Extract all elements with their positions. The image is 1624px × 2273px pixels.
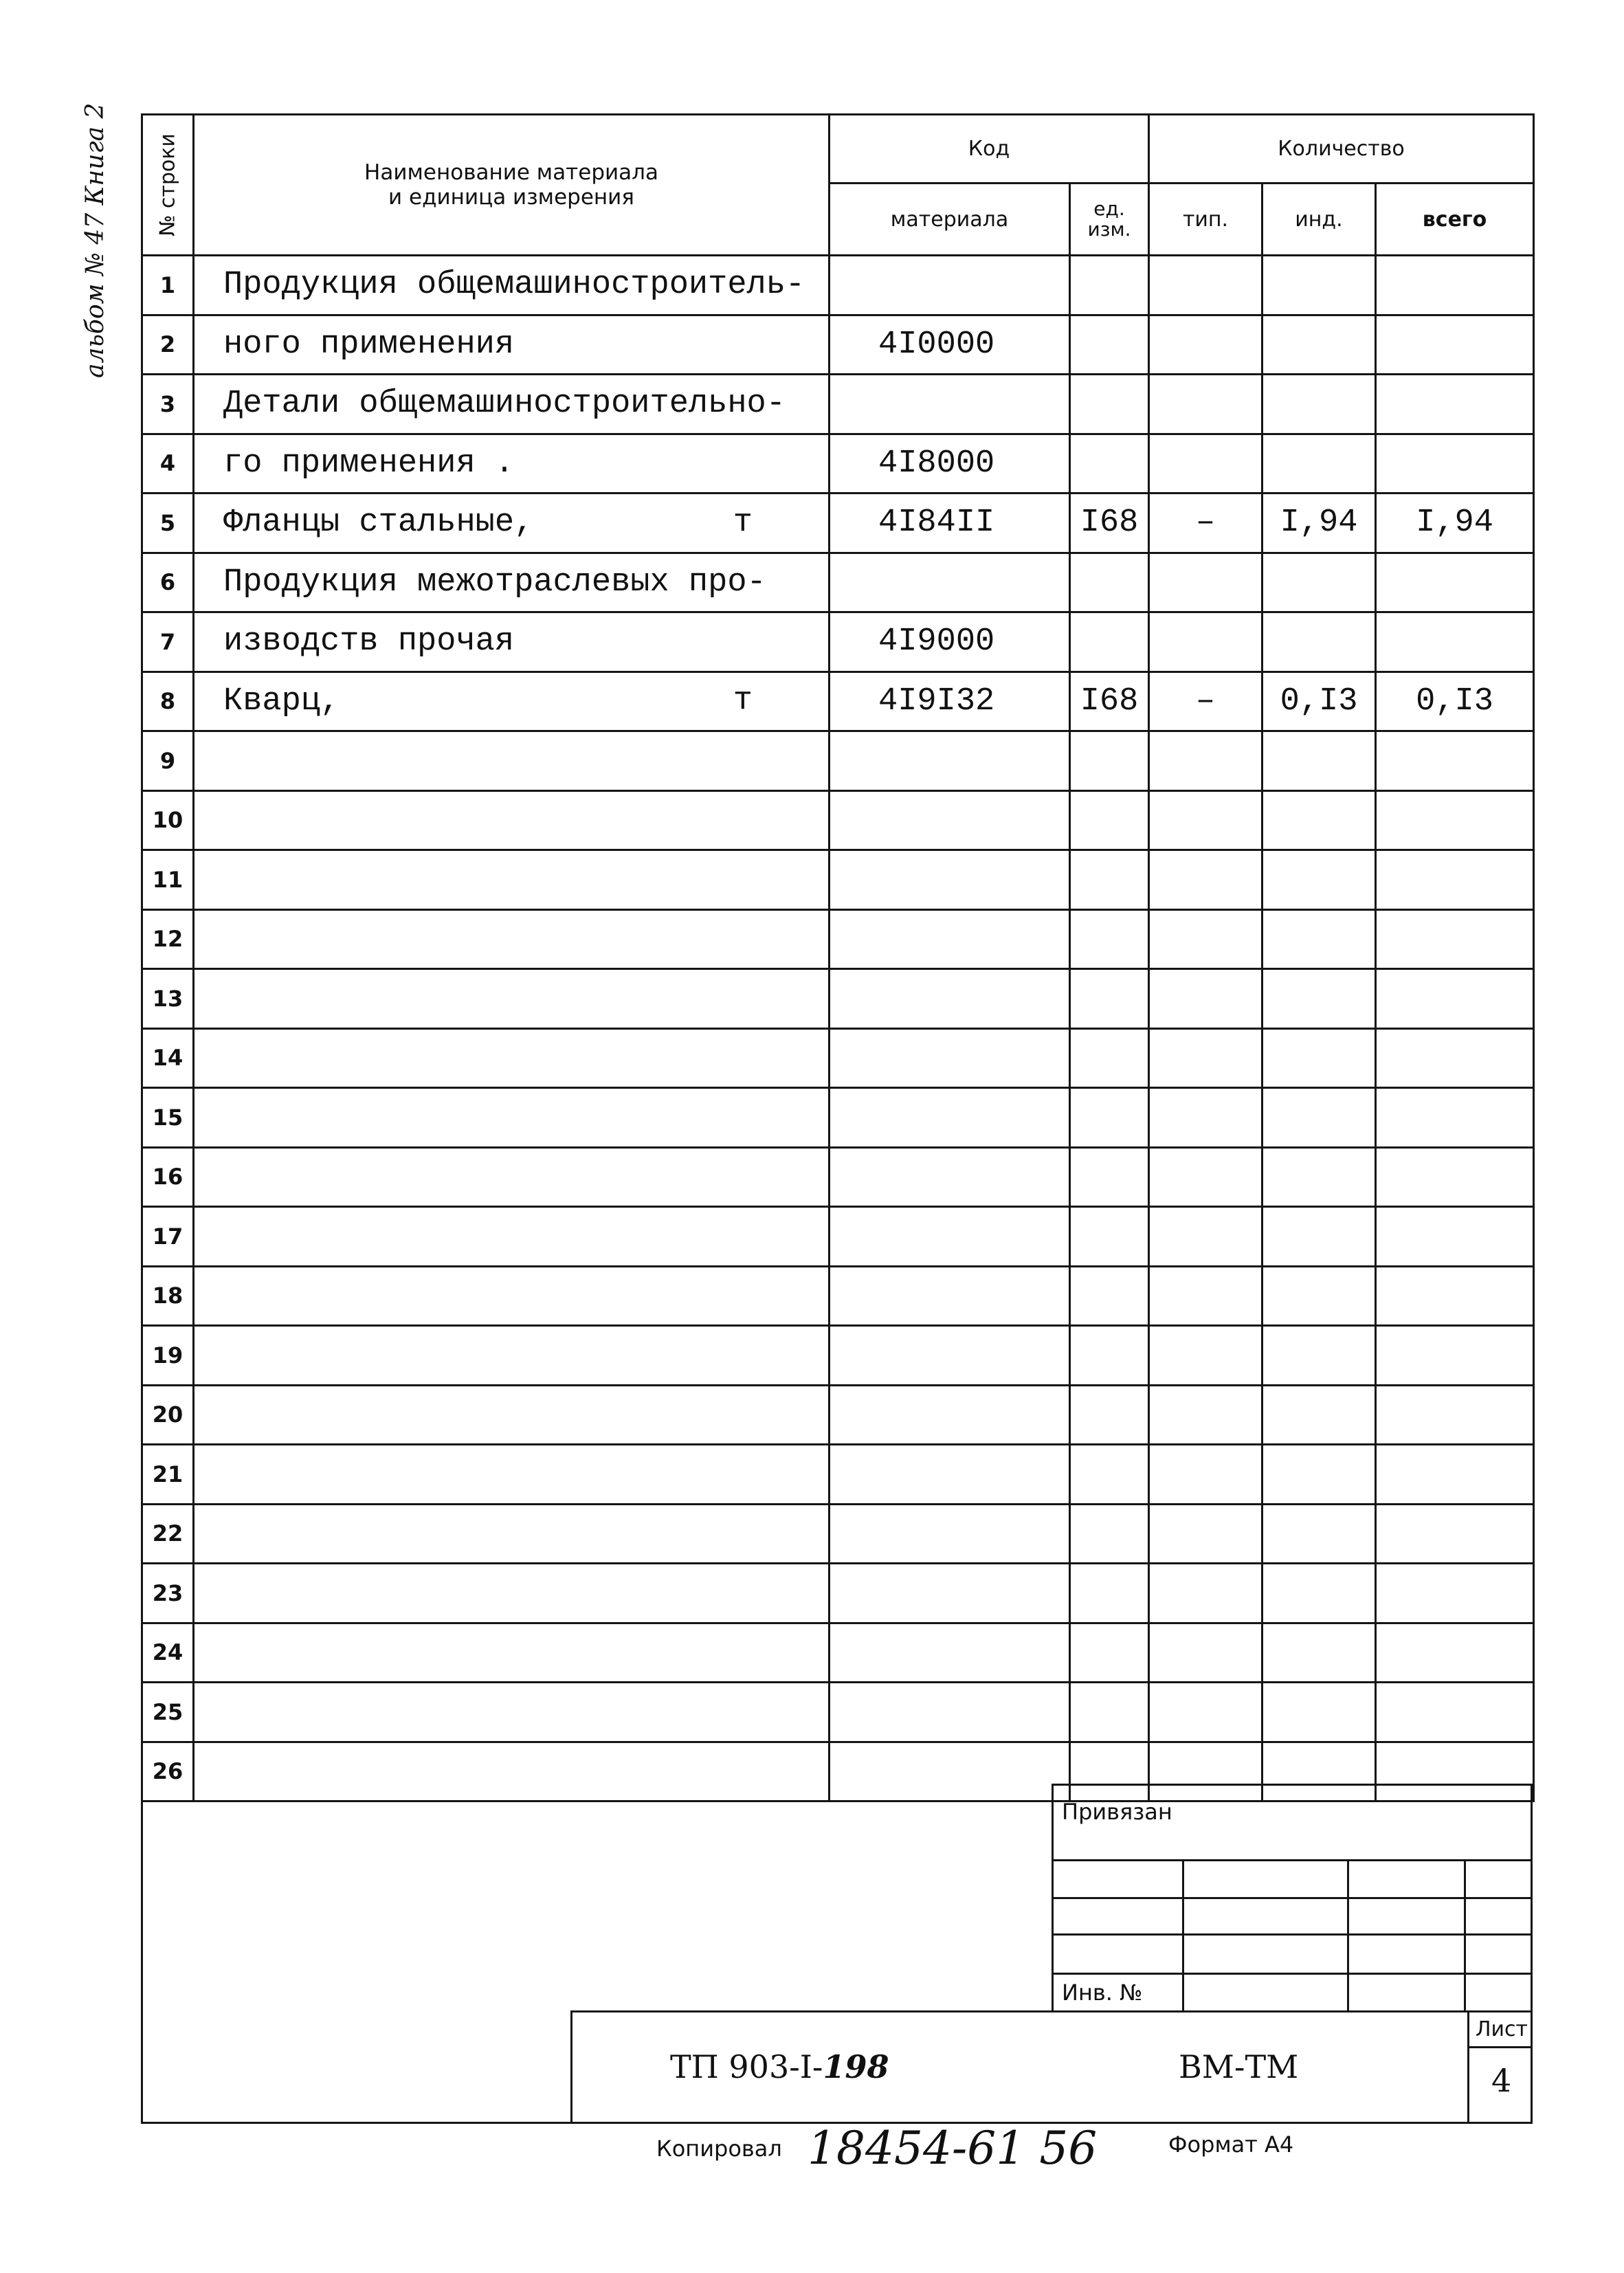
material-name bbox=[194, 1564, 830, 1623]
material-name bbox=[194, 1088, 830, 1148]
unit-code bbox=[1070, 969, 1149, 1029]
table-row bbox=[142, 1445, 1534, 1505]
material-name bbox=[194, 1147, 830, 1207]
qty-type bbox=[1149, 375, 1263, 434]
sheet-label: Лист bbox=[1476, 2017, 1528, 2041]
qty-total bbox=[1376, 790, 1534, 850]
unit-code bbox=[1070, 1683, 1149, 1742]
material-code bbox=[830, 1445, 1070, 1505]
copied-handwritten: 18454-61 56 bbox=[808, 2122, 1098, 2175]
material-name bbox=[194, 553, 830, 612]
table-row bbox=[142, 1207, 1534, 1267]
header-code-group: Код bbox=[830, 115, 1149, 184]
material-name bbox=[194, 909, 830, 969]
row-number: 5 bbox=[142, 494, 194, 553]
qty-ind bbox=[1263, 1683, 1376, 1742]
unit-code bbox=[1070, 256, 1149, 315]
row-number: 12 bbox=[142, 909, 194, 969]
qty-total bbox=[1376, 553, 1534, 612]
material-name bbox=[194, 612, 830, 672]
qty-total: I,94 bbox=[1376, 494, 1534, 553]
table-row bbox=[142, 790, 1534, 850]
header-qty-group: Количество bbox=[1149, 115, 1534, 184]
row-number: 11 bbox=[142, 850, 194, 910]
bound-label: Привязан bbox=[1062, 1799, 1172, 1825]
material-code bbox=[830, 1385, 1070, 1445]
qty-type bbox=[1149, 553, 1263, 612]
unit-code bbox=[1070, 731, 1149, 791]
inventory-number-label: Инв. № bbox=[1062, 1980, 1143, 2006]
material-code bbox=[830, 1028, 1070, 1088]
qty-ind bbox=[1263, 1445, 1376, 1505]
row-number: 8 bbox=[142, 672, 194, 731]
row-number: 3 bbox=[142, 375, 194, 434]
qty-type bbox=[1149, 315, 1263, 375]
qty-ind bbox=[1263, 1088, 1376, 1148]
qty-total bbox=[1376, 1564, 1534, 1623]
qty-type bbox=[1149, 1207, 1263, 1267]
material-code bbox=[830, 553, 1070, 612]
material-name bbox=[194, 434, 830, 494]
material-name bbox=[194, 1445, 830, 1505]
qty-total bbox=[1376, 1326, 1534, 1386]
qty-ind bbox=[1263, 1564, 1376, 1623]
title-block bbox=[141, 1784, 1533, 2124]
table-row bbox=[142, 553, 1534, 612]
row-number: 13 bbox=[142, 969, 194, 1029]
qty-type bbox=[1149, 1445, 1263, 1505]
material-name bbox=[194, 672, 830, 731]
material-code bbox=[830, 1266, 1070, 1326]
qty-type bbox=[1149, 1623, 1263, 1683]
qty-ind bbox=[1263, 909, 1376, 969]
designation-handwritten: 198 bbox=[823, 2048, 889, 2085]
table-row bbox=[142, 1326, 1534, 1386]
qty-ind bbox=[1263, 1266, 1376, 1326]
material-code bbox=[830, 1564, 1070, 1623]
unit-code: I68 bbox=[1070, 672, 1149, 731]
qty-type: – bbox=[1149, 494, 1263, 553]
material-code bbox=[830, 850, 1070, 910]
row-number: 20 bbox=[142, 1385, 194, 1445]
table-row bbox=[142, 1385, 1534, 1445]
qty-type bbox=[1149, 1564, 1263, 1623]
material-name-text: го применения . bbox=[223, 445, 515, 482]
material-name bbox=[194, 1385, 830, 1445]
table-row bbox=[142, 315, 1534, 375]
material-name bbox=[194, 315, 830, 375]
qty-total bbox=[1376, 315, 1534, 375]
table-row bbox=[142, 969, 1534, 1029]
qty-ind bbox=[1263, 850, 1376, 910]
unit-code bbox=[1070, 553, 1149, 612]
qty-ind bbox=[1263, 375, 1376, 434]
sheet-number: 4 bbox=[1491, 2062, 1512, 2099]
table-row bbox=[142, 375, 1534, 434]
table-row bbox=[142, 1266, 1534, 1326]
qty-type bbox=[1149, 969, 1263, 1029]
unit-code bbox=[1070, 1623, 1149, 1683]
row-number: 24 bbox=[142, 1623, 194, 1683]
qty-total bbox=[1376, 850, 1534, 910]
designation bbox=[670, 2048, 889, 2085]
row-number: 4 bbox=[142, 434, 194, 494]
qty-total bbox=[1376, 909, 1534, 969]
qty-type bbox=[1149, 256, 1263, 315]
table-row bbox=[142, 672, 1534, 731]
qty-type bbox=[1149, 1028, 1263, 1088]
material-name bbox=[194, 1207, 830, 1267]
table-row bbox=[142, 256, 1534, 315]
unit-code bbox=[1070, 909, 1149, 969]
qty-total bbox=[1376, 1445, 1534, 1505]
designation-prefix: ТП 903-I- bbox=[670, 2048, 823, 2085]
material-name bbox=[194, 494, 830, 553]
qty-ind bbox=[1263, 1623, 1376, 1683]
qty-type bbox=[1149, 790, 1263, 850]
qty-type bbox=[1149, 1385, 1263, 1445]
material-code bbox=[830, 1088, 1070, 1148]
qty-ind bbox=[1263, 1207, 1376, 1267]
qty-total bbox=[1376, 1504, 1534, 1564]
materials-table bbox=[141, 113, 1535, 1802]
qty-type bbox=[1149, 909, 1263, 969]
material-name-text: Продукция межотраслевых про- bbox=[223, 564, 766, 601]
material-name bbox=[194, 375, 830, 434]
header-name: Наименование материала и единица измерения bbox=[194, 115, 830, 256]
table-row bbox=[142, 731, 1534, 791]
material-code: 4I84II bbox=[830, 494, 1070, 553]
row-number: 25 bbox=[142, 1683, 194, 1742]
table-row bbox=[142, 1504, 1534, 1564]
unit-code bbox=[1070, 1147, 1149, 1207]
qty-total bbox=[1376, 1385, 1534, 1445]
mark: ВМ-ТМ bbox=[1179, 2048, 1299, 2085]
unit-code bbox=[1070, 1088, 1149, 1148]
material-name-text: Детали общемашиностроительно- bbox=[223, 386, 786, 423]
qty-total bbox=[1376, 1147, 1534, 1207]
qty-ind bbox=[1263, 1504, 1376, 1564]
qty-type bbox=[1149, 731, 1263, 791]
row-number: 18 bbox=[142, 1266, 194, 1326]
qty-ind bbox=[1263, 1028, 1376, 1088]
unit-code: I68 bbox=[1070, 494, 1149, 553]
unit-code bbox=[1070, 1266, 1149, 1326]
material-code bbox=[830, 1326, 1070, 1386]
unit-code bbox=[1070, 434, 1149, 494]
material-code bbox=[830, 375, 1070, 434]
unit-code bbox=[1070, 790, 1149, 850]
material-code bbox=[830, 1623, 1070, 1683]
table-row bbox=[142, 1088, 1534, 1148]
material-code: 4I8000 bbox=[830, 434, 1070, 494]
unit-code bbox=[1070, 1207, 1149, 1267]
material-code: 4I0000 bbox=[830, 315, 1070, 375]
qty-total bbox=[1376, 969, 1534, 1029]
qty-ind: I,94 bbox=[1263, 494, 1376, 553]
material-name bbox=[194, 790, 830, 850]
qty-ind bbox=[1263, 315, 1376, 375]
material-name bbox=[194, 850, 830, 910]
unit-code bbox=[1070, 1564, 1149, 1623]
row-number: 22 bbox=[142, 1504, 194, 1564]
material-code: 4I9I32 bbox=[830, 672, 1070, 731]
unit-code bbox=[1070, 1445, 1149, 1505]
header-qty-type: тип. bbox=[1149, 184, 1263, 256]
unit-code bbox=[1070, 850, 1149, 910]
row-number: 1 bbox=[142, 256, 194, 315]
material-code: 4I9000 bbox=[830, 612, 1070, 672]
qty-ind bbox=[1263, 434, 1376, 494]
material-code bbox=[830, 731, 1070, 791]
material-code bbox=[830, 969, 1070, 1029]
qty-total bbox=[1376, 434, 1534, 494]
qty-total bbox=[1376, 1207, 1534, 1267]
material-name bbox=[194, 1504, 830, 1564]
unit-text: т bbox=[733, 505, 753, 542]
row-number: 26 bbox=[142, 1742, 194, 1801]
material-code bbox=[830, 1147, 1070, 1207]
qty-ind bbox=[1263, 1326, 1376, 1386]
table-row bbox=[142, 909, 1534, 969]
qty-total bbox=[1376, 1683, 1534, 1742]
qty-type bbox=[1149, 850, 1263, 910]
qty-type bbox=[1149, 1088, 1263, 1148]
table-body bbox=[142, 256, 1534, 1801]
table-row bbox=[142, 434, 1534, 494]
material-name bbox=[194, 1028, 830, 1088]
material-name-text: Продукция общемашиностроитель- bbox=[223, 267, 805, 304]
material-name bbox=[194, 1266, 830, 1326]
qty-total bbox=[1376, 1623, 1534, 1683]
material-code bbox=[830, 790, 1070, 850]
table-row bbox=[142, 1028, 1534, 1088]
unit-code bbox=[1070, 1028, 1149, 1088]
qty-ind bbox=[1263, 790, 1376, 850]
material-name bbox=[194, 256, 830, 315]
material-name bbox=[194, 731, 830, 791]
qty-ind bbox=[1263, 256, 1376, 315]
row-number: 2 bbox=[142, 315, 194, 375]
material-name bbox=[194, 1683, 830, 1742]
material-name-text: изводств прочая bbox=[223, 623, 515, 661]
format-label: Формат А4 bbox=[1168, 2131, 1294, 2158]
unit-text: т bbox=[733, 683, 753, 720]
material-code bbox=[830, 1683, 1070, 1742]
material-name bbox=[194, 969, 830, 1029]
table-row bbox=[142, 612, 1534, 672]
row-number: 21 bbox=[142, 1445, 194, 1505]
qty-type bbox=[1149, 1683, 1263, 1742]
row-number: 7 bbox=[142, 612, 194, 672]
header-row-number: № строки bbox=[142, 115, 194, 256]
table-row bbox=[142, 494, 1534, 553]
qty-type bbox=[1149, 434, 1263, 494]
material-name-text: Фланцы стальные, bbox=[223, 505, 534, 542]
qty-type bbox=[1149, 1266, 1263, 1326]
unit-code bbox=[1070, 612, 1149, 672]
qty-ind bbox=[1263, 1147, 1376, 1207]
material-name-text: ного применения bbox=[223, 326, 515, 363]
footer bbox=[0, 2120, 1624, 2175]
unit-code bbox=[1070, 1385, 1149, 1445]
qty-type bbox=[1149, 1326, 1263, 1386]
qty-type bbox=[1149, 1147, 1263, 1207]
qty-total bbox=[1376, 375, 1534, 434]
table-row bbox=[142, 1147, 1534, 1207]
row-number: 10 bbox=[142, 790, 194, 850]
material-code bbox=[830, 1207, 1070, 1267]
table-row bbox=[142, 1623, 1534, 1683]
material-name bbox=[194, 1623, 830, 1683]
qty-type bbox=[1149, 612, 1263, 672]
header-code-material: материала bbox=[830, 184, 1070, 256]
qty-total bbox=[1376, 256, 1534, 315]
qty-ind bbox=[1263, 612, 1376, 672]
row-number: 17 bbox=[142, 1207, 194, 1267]
unit-code bbox=[1070, 375, 1149, 434]
copied-label: Копировал bbox=[656, 2136, 782, 2162]
header-qty-total: всего bbox=[1376, 184, 1534, 256]
row-number: 23 bbox=[142, 1564, 194, 1623]
row-number: 19 bbox=[142, 1326, 194, 1386]
qty-ind: 0,I3 bbox=[1263, 672, 1376, 731]
material-name bbox=[194, 1326, 830, 1386]
header-code-unit: ед. изм. bbox=[1070, 184, 1149, 256]
qty-total bbox=[1376, 731, 1534, 791]
material-code bbox=[830, 1504, 1070, 1564]
qty-type bbox=[1149, 1504, 1263, 1564]
material-code bbox=[830, 909, 1070, 969]
row-number: 6 bbox=[142, 553, 194, 612]
qty-ind bbox=[1263, 1385, 1376, 1445]
row-number: 15 bbox=[142, 1088, 194, 1148]
row-number: 16 bbox=[142, 1147, 194, 1207]
qty-total bbox=[1376, 612, 1534, 672]
unit-code bbox=[1070, 315, 1149, 375]
unit-code bbox=[1070, 1326, 1149, 1386]
qty-total: 0,I3 bbox=[1376, 672, 1534, 731]
header-qty-ind: инд. bbox=[1263, 184, 1376, 256]
qty-ind bbox=[1263, 731, 1376, 791]
side-note: альбом № 47 Книга 2 bbox=[81, 102, 109, 378]
qty-total bbox=[1376, 1088, 1534, 1148]
table-row bbox=[142, 1564, 1534, 1623]
row-number: 14 bbox=[142, 1028, 194, 1088]
material-name-text: Кварц, bbox=[223, 683, 340, 720]
table-row bbox=[142, 1683, 1534, 1742]
table-row bbox=[142, 850, 1534, 910]
qty-ind bbox=[1263, 969, 1376, 1029]
qty-total bbox=[1376, 1266, 1534, 1326]
unit-code bbox=[1070, 1504, 1149, 1564]
qty-type: – bbox=[1149, 672, 1263, 731]
material-code bbox=[830, 256, 1070, 315]
qty-total bbox=[1376, 1028, 1534, 1088]
row-number: 9 bbox=[142, 731, 194, 791]
qty-ind bbox=[1263, 553, 1376, 612]
